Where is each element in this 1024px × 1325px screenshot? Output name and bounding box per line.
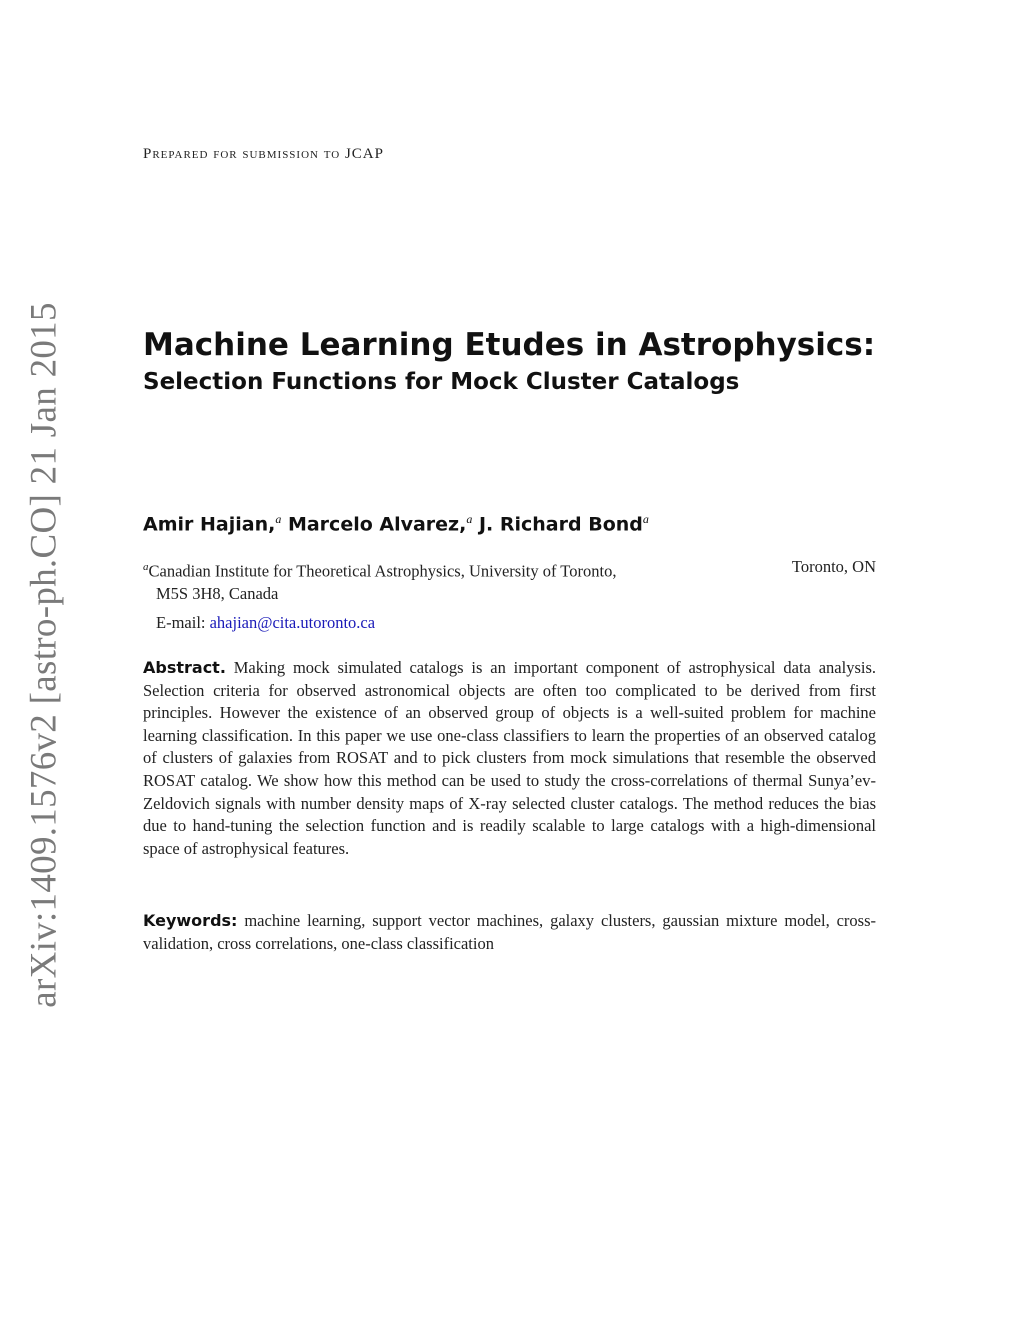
keywords-text: machine learning, support vector machines, galaxy clusters, gaussian mixture model, cross-validation, cross correlations, one-class classification xyxy=(143,911,876,953)
email-label: E-mail: xyxy=(156,613,206,632)
keywords-label: Keywords: xyxy=(143,911,238,930)
affiliation-institute: Canadian Institute for Theoretical Astrophysics, University of Toronto, xyxy=(148,561,617,581)
author-list xyxy=(143,512,649,535)
abstract-text: Making mock simulated catalogs is an important component of astrophysical data analysis. Selection criteria for observed astronomical objects are often too complicated to be derived from first principles. However the existence of an observed group of objects is a well-suited problem for machine learning classification. In this paper we use one-class classifiers to learn the properties of an observed catalog of clusters of galaxies from ROSAT and to pick clusters from mock simulations that resemble the observed ROSAT catalog. We show how this method can be used to study the cross-correlations of thermal Sunya’ev-Zeldovich signals with number density maps of X-ray selected cluster catalogs. The method reduces the bias due to hand-tuning the selection function and is readily scalable to large catalogs with a high-dimensional space of astrophysical features. xyxy=(143,658,876,858)
affiliation-mark: a xyxy=(275,512,282,526)
affiliation-city: Toronto, ON xyxy=(791,557,876,576)
affiliation-mark: a xyxy=(642,512,649,526)
author-name: Marcelo Alvarez, xyxy=(287,513,467,536)
submission-note: Prepared for submission to JCAP xyxy=(143,146,384,162)
keywords xyxy=(143,910,876,955)
affiliation xyxy=(143,556,876,606)
affiliation-postal: M5S 3H8, Canada xyxy=(156,584,279,603)
author-name: Amir Hajian, xyxy=(143,513,276,536)
title-block xyxy=(143,326,875,400)
paper-subtitle: Selection Functions for Mock Cluster Catalogs xyxy=(143,369,740,395)
affiliation-mark: a xyxy=(466,512,473,526)
paper-title: Machine Learning Etudes in Astrophysics: xyxy=(143,327,876,363)
abstract xyxy=(143,657,876,860)
affiliation-mark: a xyxy=(143,561,149,573)
email-link[interactable]: ahajian@cita.utoronto.ca xyxy=(209,613,376,632)
email-line xyxy=(156,613,375,633)
author-name: J. Richard Bond xyxy=(478,513,643,536)
arxiv-identifier: arXiv:1409.1576v2 [astro-ph.CO] 21 Jan 2015 xyxy=(23,302,65,1008)
abstract-label: Abstract. xyxy=(143,658,226,677)
